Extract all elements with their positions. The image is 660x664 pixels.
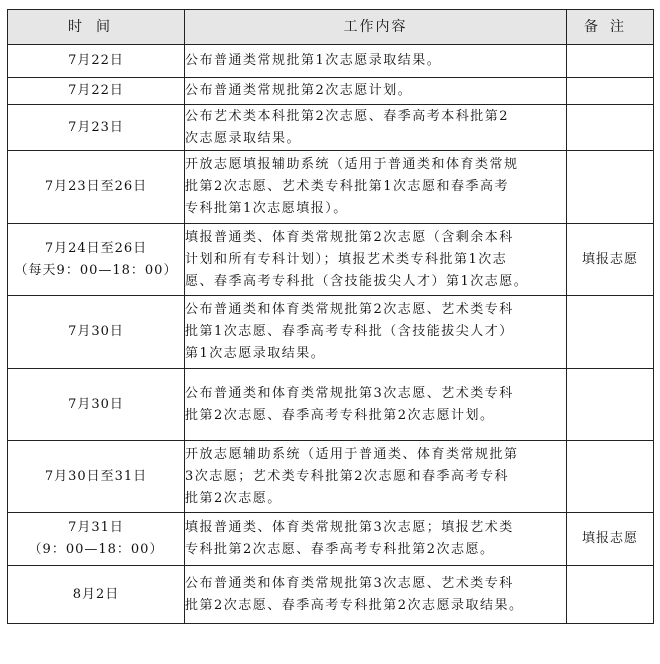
content-cell: 公布普通类常规批第1次志愿录取结果。: [185, 45, 567, 78]
table-row: [8, 369, 654, 441]
note-cell: 填报志愿: [567, 513, 654, 566]
content-cell: 公布普通类和体育类常规批第3次志愿、艺术类专科 批第2次志愿、春季高考专科批第2次志愿计划。: [185, 369, 567, 441]
header-time: 时间: [8, 10, 185, 45]
time-cell: 7月23日至26日: [8, 151, 185, 224]
time-cell: 7月30日至31日: [8, 441, 185, 513]
table-row: [8, 441, 654, 513]
content-cell: 公布普通类和体育类常规批第3次志愿、艺术类专科 批第2次志愿、春季高考专科批第2次志愿录取结果。: [185, 566, 567, 624]
note-cell: [567, 369, 654, 441]
table-row: [8, 151, 654, 224]
table-row: [8, 566, 654, 624]
time-cell: 7月31日 （9：00—18：00）: [8, 513, 185, 566]
time-cell: 7月30日: [8, 369, 185, 441]
time-cell: 7月30日: [8, 296, 185, 369]
content-cell: 公布普通类常规批第2次志愿计划。: [185, 78, 567, 105]
admission-schedule-table: [7, 9, 654, 624]
note-cell: [567, 151, 654, 224]
note-cell: [567, 105, 654, 151]
table-row: [8, 105, 654, 151]
time-cell: 7月22日: [8, 45, 185, 78]
table-row: [8, 224, 654, 296]
time-cell: 7月22日: [8, 78, 185, 105]
table-row: [8, 78, 654, 105]
header-row: [8, 10, 654, 45]
content-cell: 开放志愿填报辅助系统（适用于普通类和体育类常规 批第2次志愿、艺术类专科批第1次志愿和春季高考 专科批第1次志愿填报）。: [185, 151, 567, 224]
header-content: 工作内容: [185, 10, 567, 45]
content-cell: 填报普通类、体育类常规批第2次志愿（含剩余本科 计划和所有专科计划）；填报艺术类专科批第1次志 愿、春季高考专科批（含技能拔尖人才）第1次志愿。: [185, 224, 567, 296]
note-cell: [567, 566, 654, 624]
note-cell: 填报志愿: [567, 224, 654, 296]
content-cell: 开放志愿辅助系统（适用于普通类、体育类常规批第 3次志愿；艺术类专科批第2次志愿和春季高考专科 批第2次志愿。: [185, 441, 567, 513]
time-cell: 7月24日至26日 （每天9：00—18：00）: [8, 224, 185, 296]
note-cell: [567, 78, 654, 105]
content-cell: 填报普通类、体育类常规批第3次志愿；填报艺术类 专科批第2次志愿、春季高考专科批第2次志愿。: [185, 513, 567, 566]
content-cell: 公布艺术类本科批第2次志愿、春季高考本科批第2 次志愿录取结果。: [185, 105, 567, 151]
note-cell: [567, 441, 654, 513]
note-cell: [567, 45, 654, 78]
content-cell: 公布普通类和体育类常规批第2次志愿、艺术类专科 批第1次志愿、春季高考专科批（含技能拔尖人才） 第1次志愿录取结果。: [185, 296, 567, 369]
time-cell: 8月2日: [8, 566, 185, 624]
table-row: [8, 296, 654, 369]
header-note: 备注: [567, 10, 654, 45]
table-row: [8, 513, 654, 566]
time-cell: 7月23日: [8, 105, 185, 151]
table-row: [8, 45, 654, 78]
note-cell: [567, 296, 654, 369]
